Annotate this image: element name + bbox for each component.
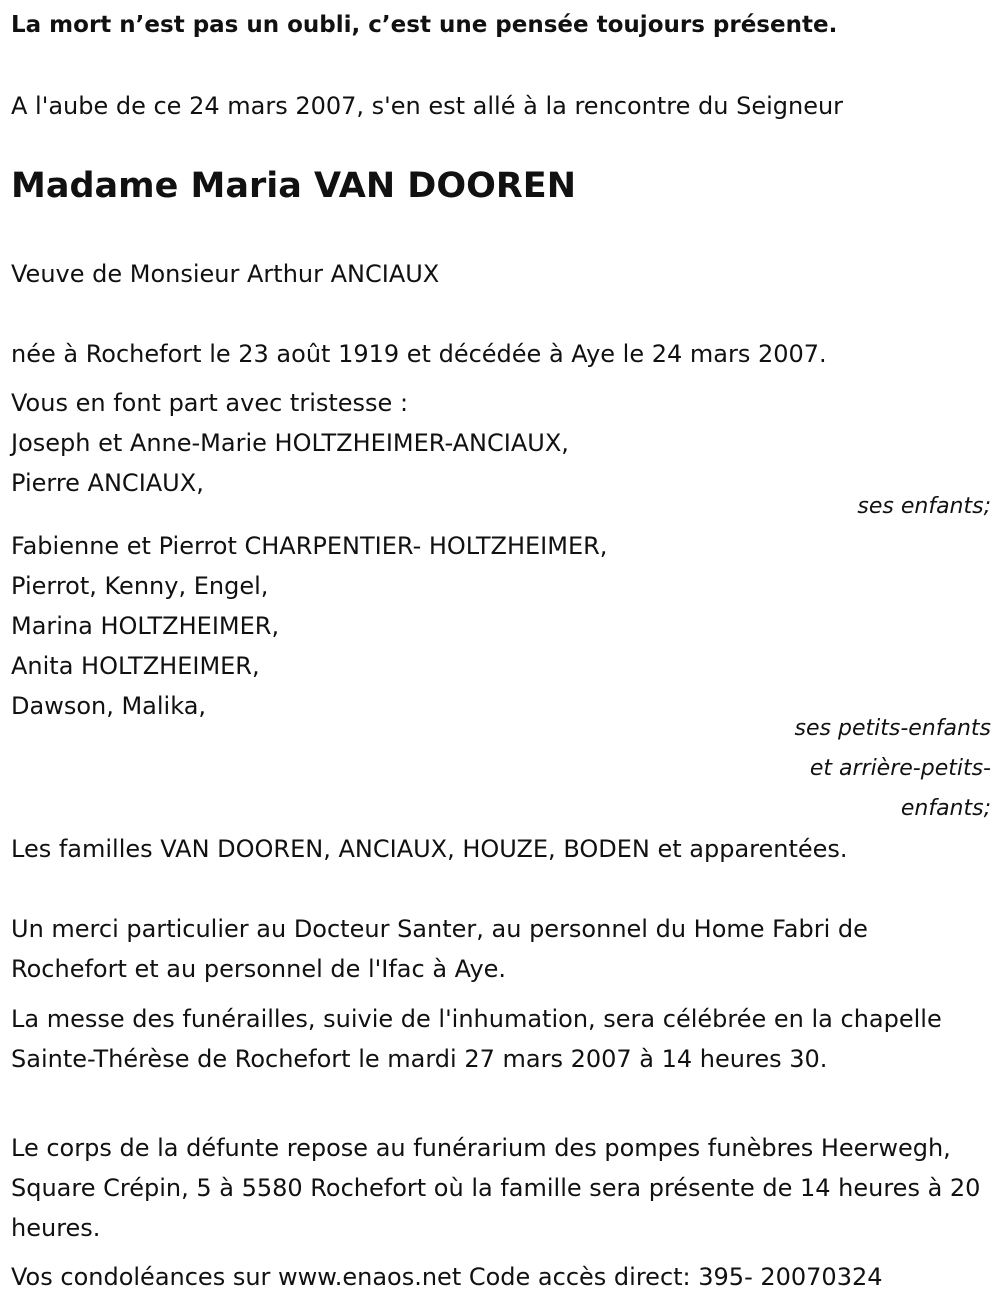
widow-of-text: Veuve de Monsieur Arthur ANCIAUX [11, 260, 440, 288]
grandchild-entry: Dawson, Malika, [11, 692, 207, 720]
thanks-paragraph: Un merci particulier au Docteur Santer, au personnel du Home Fabri de Rochefort et au personnel de l'Ifac à Aye. [11, 915, 868, 983]
viewing-paragraph: Le corps de la défunte repose au funérarium des pompes funèbres Heerwegh, Square Crépin, 5 à 5580 Rochefort où la famille sera présente de 14 heures à 20 heures. [11, 1134, 981, 1242]
grandchild-entry: Pierrot, Kenny, Engel, [11, 572, 269, 600]
grandchild-entry: Marina HOLTZHEIMER, [11, 612, 280, 640]
child-entry: Joseph et Anne-Marie HOLTZHEIMER-ANCIAUX, [11, 429, 569, 457]
children-label: ses enfants; [857, 494, 991, 519]
intro-text: A l'aube de ce 24 mars 2007, s'en est allé à la rencontre du Seigneur [11, 92, 844, 120]
announce-intro: Vous en font part avec tristesse : [11, 389, 409, 417]
grandchild-entry: Anita HOLTZHEIMER, [11, 652, 260, 680]
epigraph: La mort n’est pas un oubli, c’est une pensée toujours présente. [11, 12, 838, 38]
deceased-name: Madame Maria VAN DOOREN [11, 166, 577, 206]
families-text: Les familles VAN DOOREN, ANCIAUX, HOUZE, BODEN et apparentées. [11, 835, 848, 863]
grandchildren-label-line: enfants; [900, 796, 991, 821]
grandchild-entry: Fabienne et Pierrot CHARPENTIER- HOLTZHEIMER, [11, 532, 608, 560]
grandchildren-label-line: et arrière-petits- [809, 756, 991, 781]
grandchildren-label-line: ses petits-enfants [794, 716, 991, 741]
funeral-paragraph: La messe des funérailles, suivie de l'inhumation, sera célébrée en la chapelle Sainte-Thérèse de Rochefort le mardi 27 mars 2007 à 14 heures 30. [11, 1005, 942, 1073]
birth-death-text: née à Rochefort le 23 août 1919 et décédée à Aye le 24 mars 2007. [11, 340, 827, 368]
condolences-text: Vos condoléances sur www.enaos.net Code accès direct: 395- 20070324 [11, 1263, 883, 1291]
child-entry: Pierre ANCIAUX, [11, 469, 204, 497]
